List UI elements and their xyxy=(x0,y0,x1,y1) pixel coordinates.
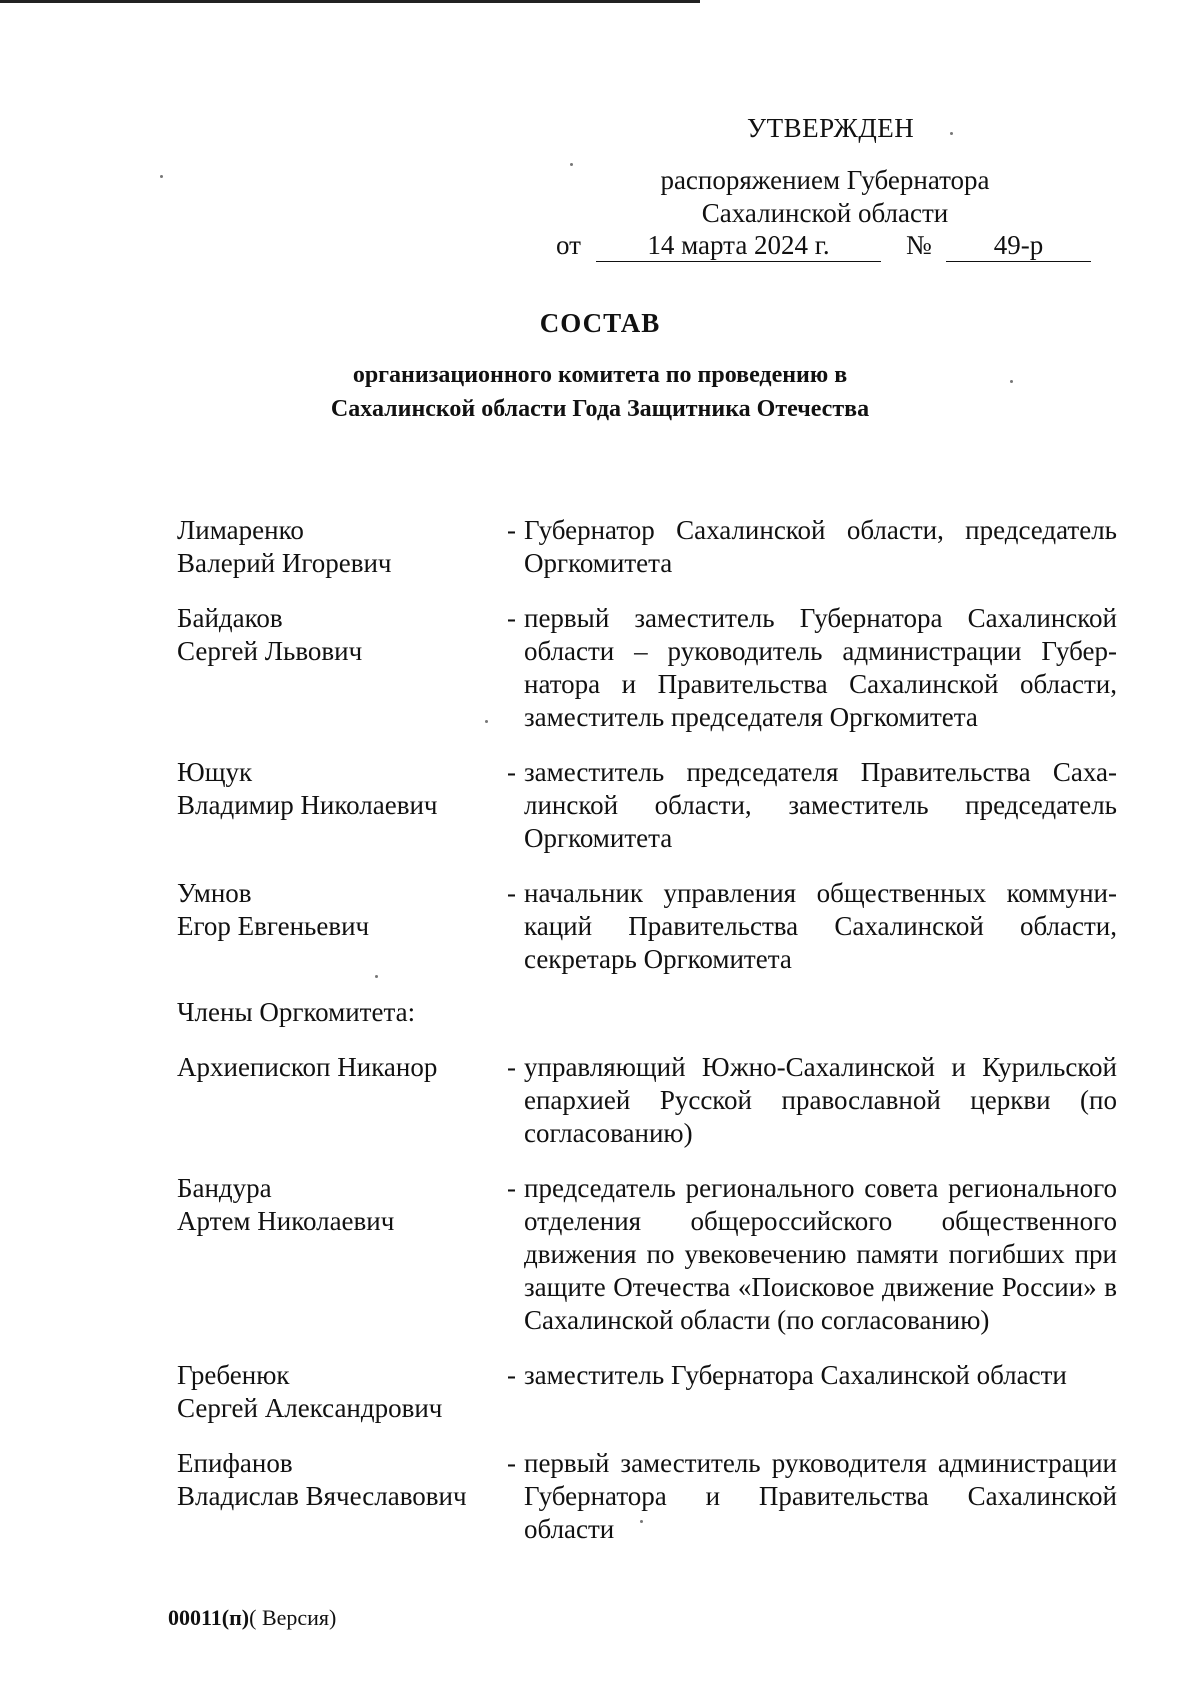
scan-speck xyxy=(570,163,573,166)
dash: - xyxy=(507,1173,516,1203)
member-surname: Ющук xyxy=(177,757,253,787)
scan-speck xyxy=(160,175,163,178)
member-surname: Умнов xyxy=(177,878,252,908)
scan-speck xyxy=(640,1520,643,1523)
member-given-name: Владислав Вячеславович xyxy=(177,1481,467,1511)
member-name xyxy=(177,1172,507,1337)
member-surname: Байдаков xyxy=(177,603,283,633)
member-surname: Архиепископ Никанор xyxy=(177,1052,438,1082)
document-title: СОСТАВ xyxy=(539,308,661,338)
footer-doc-code: 00011(п) xyxy=(168,1605,250,1630)
member-given-name: Владимир Николаевич xyxy=(177,790,438,820)
member-role: первый заместитель Губернатора Сахалинской области – руководитель администрации Губернатора и Правительства Сахалинской области, заместитель председателя Оргкомитета xyxy=(524,603,1117,732)
dash: - xyxy=(507,603,516,633)
member-row xyxy=(177,514,1117,580)
member-given-name: Валерий Игоревич xyxy=(177,548,392,578)
member-name xyxy=(177,1359,507,1425)
member-row xyxy=(177,1051,1117,1150)
approved-label: УТВЕРЖДЕН xyxy=(747,113,915,143)
dash: - xyxy=(507,1052,516,1082)
member-row xyxy=(177,877,1117,976)
from-label: от xyxy=(556,230,581,260)
member-given-name: Артем Николаевич xyxy=(177,1206,395,1236)
member-name xyxy=(177,514,507,580)
member-surname: Гребенюк xyxy=(177,1360,290,1390)
member-surname: Лимаренко xyxy=(177,515,304,545)
subtitle-line-1: организационного комитета по проведению в xyxy=(352,362,848,388)
decree-reference xyxy=(660,164,990,230)
member-row xyxy=(177,756,1117,855)
member-row xyxy=(177,1172,1117,1337)
scan-speck xyxy=(1010,380,1013,383)
dash: - xyxy=(507,1448,516,1478)
date-number-row xyxy=(556,229,1116,265)
top-edge-line xyxy=(0,0,700,3)
document-subtitle xyxy=(0,358,1200,426)
member-row xyxy=(177,602,1117,734)
member-role: заместитель председателя Правительства Сахалинской области, заместитель председатель Оргкомитета xyxy=(524,757,1117,853)
scan-speck xyxy=(485,720,488,723)
member-name xyxy=(177,756,507,855)
member-role: заместитель Губернатора Сахалинской области xyxy=(524,1360,1067,1390)
member-given-name: Егор Евгеньевич xyxy=(177,911,370,941)
scan-speck xyxy=(950,132,953,135)
decree-line-1: распоряжением Губернатора xyxy=(660,165,990,195)
member-given-name: Сергей Львович xyxy=(177,636,363,666)
member-role: первый заместитель руководителя администрации Губернатора и Правительства Сахалинской области xyxy=(524,1448,1117,1544)
member-name xyxy=(177,602,507,734)
members-section-label: Члены Оргкомитета: xyxy=(177,997,416,1027)
dash: - xyxy=(507,515,516,545)
members-list xyxy=(177,514,1117,1568)
member-name xyxy=(177,1447,507,1546)
member-role: председатель регионального совета регионального отделения общероссийского общественного движения по увековечению памяти погибших при защите Отечества «Поисковое движение России» в Сахалинской области (по согласованию) xyxy=(524,1173,1117,1335)
dash: - xyxy=(507,757,516,787)
subtitle-line-2: Сахалинской области Года Защитника Отечества xyxy=(330,396,870,422)
dash: - xyxy=(507,878,516,908)
member-name xyxy=(177,1051,507,1150)
member-name xyxy=(177,877,507,976)
member-surname: Епифанов xyxy=(177,1448,293,1478)
footer-code xyxy=(168,1605,336,1631)
member-given-name: Сергей Александрович xyxy=(177,1393,443,1423)
member-role: управляющий Южно-Сахалинской и Курильской епархией Русской православной церкви (по согласованию) xyxy=(524,1052,1117,1148)
member-role: Губернатор Сахалинской области, председатель Оргкомитета xyxy=(524,515,1117,578)
decree-number: 49-р xyxy=(946,229,1091,262)
scan-speck xyxy=(375,975,378,978)
member-row xyxy=(177,1359,1117,1425)
footer-version: ( Версия) xyxy=(249,1605,337,1630)
decree-date: 14 марта 2024 г. xyxy=(596,229,881,262)
dash: - xyxy=(507,1360,516,1390)
decree-line-2: Сахалинской области xyxy=(701,198,949,228)
number-sign: № xyxy=(906,230,932,260)
member-row xyxy=(177,1447,1117,1546)
member-surname: Бандура xyxy=(177,1173,272,1203)
member-role: начальник управления общественных коммуникаций Правительства Сахалинской области, секретарь Оргкомитета xyxy=(524,878,1117,974)
